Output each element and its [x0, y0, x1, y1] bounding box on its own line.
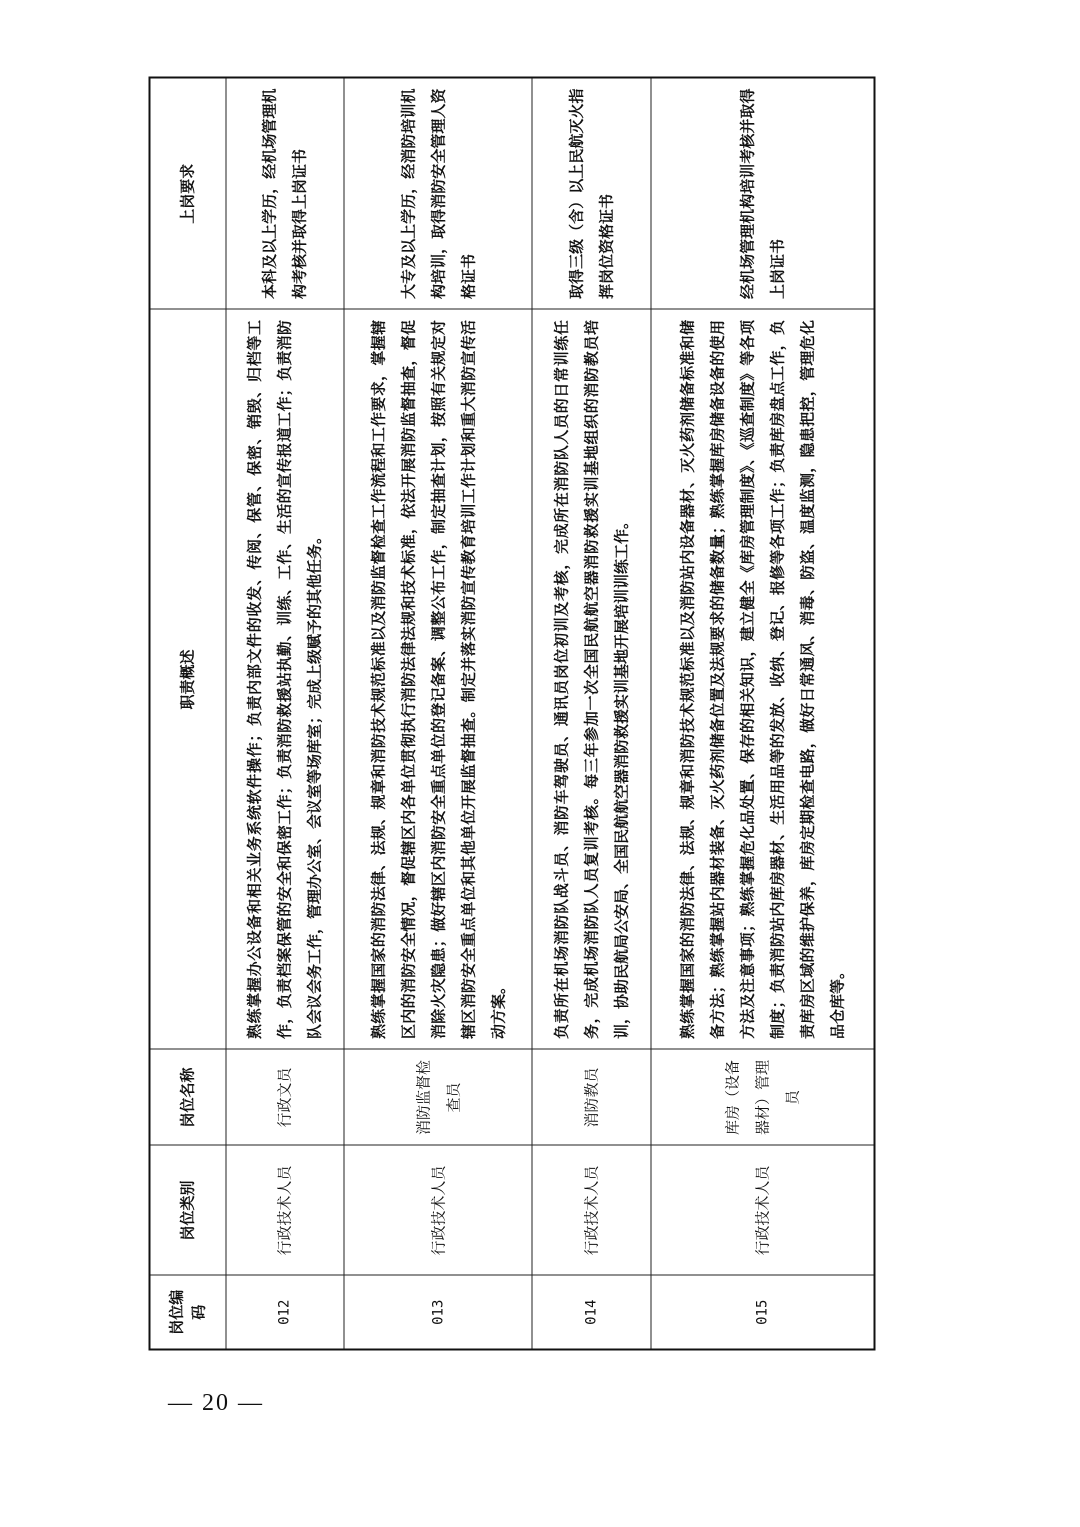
table-header-row: [149, 77, 225, 1349]
table-row: [532, 77, 651, 1349]
row-code: 015: [651, 1275, 874, 1349]
header-category: 岗位类别: [149, 1145, 225, 1275]
row-code: 014: [532, 1275, 651, 1349]
row-category: 行政技术人员: [225, 1145, 344, 1275]
row-category: 行政技术人员: [532, 1145, 651, 1275]
header-code: 岗位编码: [149, 1275, 225, 1349]
page-number: — 20 —: [168, 1390, 264, 1416]
position-table: [148, 76, 875, 1350]
row-code: 013: [344, 1275, 532, 1349]
row-duties: 熟练掌握国家的消防法律、法规、规章和消防技术规范标准以及消防站内设备器材、灭火药剂储备标准和储备方法；熟练掌握站内器材装备、灭火药剂储备位置及法规要求的储备数量；熟练掌握库房储备设备的使用方法及注意事项；熟练掌握危化品处置、保存的相关知识，建立健全《库房管理制度》、《巡查制度》等各项制度；负责消防站内库房器材、生活用品等的发放、收纳、登记、报修等各项工作；负责库房盘点工作，负责库房区域的维护保养，库房定期检查电路，做好日常通风、消毒、防盗、温度监测，隐患把控，管理危化品仓库等。: [651, 309, 874, 1049]
row-position-name: 消防教员: [532, 1049, 651, 1145]
header-requirements: 上岗要求: [149, 77, 225, 309]
row-duties: 熟练掌握办公设备和相关业务系统软件操作；负责内部文件的收发、传阅、保管、保密、销毁、归档等工作，负责档案保管的安全和保密工作；负责消防救援站执勤、训练、工作、生活的宣传报道工作；负责消防队会议会务工作，管理办公室、会议室等场库室；完成上级赋予的其他任务。: [225, 309, 344, 1049]
row-position-name: 库房（设备器材）管理员: [651, 1049, 874, 1145]
row-requirements: 取得三级（含）以上民航灭火指挥岗位资格证书: [532, 77, 651, 309]
row-position-name: 行政文员: [225, 1049, 344, 1145]
row-duties: 熟练掌握国家的消防法律、法规、规章和消防技术规范标准以及消防监督检查工作流程和工作要求，掌握辖区内的消防安全情况，督促辖区内各单位贯彻执行消防法律法规和技术标准，依法开展消防监督抽查，督促消除火灾隐患；做好辖区内消防安全重点单位的登记备案、调整公布工作，制定抽查计划，按照有关规定对辖区消防安全重点单位和其他单位开展监督抽查。制定并落实消防宣传教育培训工作计划和重大消防宣传活动方案。: [344, 309, 532, 1049]
table-row: [225, 77, 344, 1349]
rotated-table-container: [148, 78, 875, 1350]
header-name: 岗位名称: [149, 1049, 225, 1145]
header-duties: 职责概述: [149, 309, 225, 1049]
row-duties: 负责所在机场消防队战斗员、消防车驾驶员、通讯员岗位初训及考核，完成所在消防队人员的日常训练任务，完成机场消防队人员复训考核。每三年参加一次全国民航航空器消防救援实训基地组织的消防教员培训，协助民航局公安局、全国民航航空器消防救援实训基地开展培训训练工作。: [532, 309, 651, 1049]
row-position-name: 消防监督检查员: [344, 1049, 532, 1145]
row-category: 行政技术人员: [651, 1145, 874, 1275]
row-requirements: 本科及以上学历，经机场管理机构考核并取得上岗证书: [225, 77, 344, 309]
row-requirements: 大专及以上学历，经消防培训机构培训，取得消防安全管理人资格证书: [344, 77, 532, 309]
row-code: 012: [225, 1275, 344, 1349]
table-row: [344, 77, 532, 1349]
row-requirements: 经机场管理机构培训考核并取得上岗证书: [651, 77, 874, 309]
row-category: 行政技术人员: [344, 1145, 532, 1275]
table-row: [651, 77, 874, 1349]
